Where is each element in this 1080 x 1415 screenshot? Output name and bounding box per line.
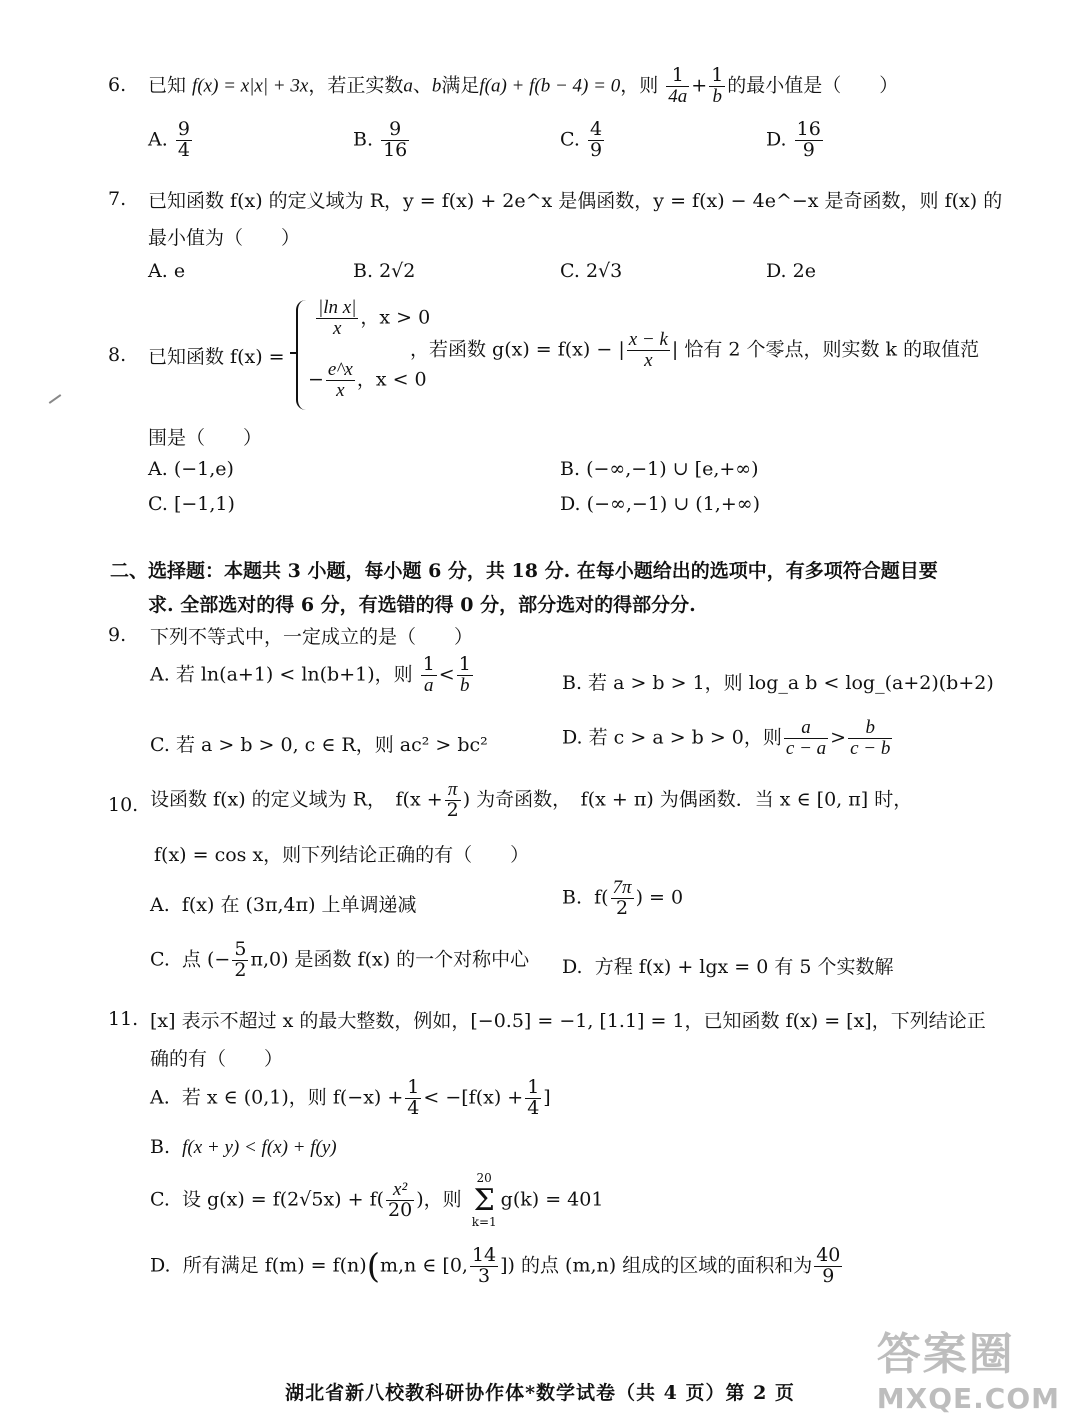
q9-stem: 下列不等式中，一定成立的是（ ）: [150, 626, 474, 648]
q10-stem-line1: 设函数 f(x) 的定义域为 R， f(x + $\frac{\pi}{2}$ ) 为奇函数， f(x + π) 为偶函数．当 x ∈ [0, π] 时，: [150, 779, 913, 821]
q10-stem-line2: f(x) = cos x，则下列结论正确的有（ ）: [154, 844, 530, 866]
q11-stem-line2: 确的有（ ）: [150, 1048, 284, 1070]
q6-option-d: D. $\frac{16}{9}$: [766, 118, 821, 161]
piecewise-brace: [296, 300, 308, 410]
q11-option-c: C. 设 g(x) = f(2√5x) + f( $\frac{\text{x²}}{20}$ )，则 20 Σ k=1 g(k) = 401: [150, 1171, 604, 1230]
q8-option-d: D. (−∞,−1) ∪ (1,+∞): [560, 493, 760, 515]
q8-stem-line2: 围是（ ）: [148, 427, 263, 449]
q11-stem-line1: [x] 表示不超过 x 的最大整数，例如，[−0.5] = −1, [1.1] = 1，已知函数 f(x) = [x]，下列结论正: [150, 1010, 986, 1032]
q6-option-c: C. $\frac{4}{9}$: [560, 118, 603, 161]
q6-number: 6.: [108, 74, 127, 96]
q10-option-b: B. f( $\frac{7\pi}{2}$ ) = 0: [562, 877, 684, 919]
q10-option-c: C. 点 (− $\frac{5}{2}$ π,0) 是函数 f(x) 的一个对称中心: [150, 938, 530, 981]
q8-option-c: C. [−1,1): [148, 493, 235, 515]
q6-stem: 已知 f(x) = x|x| + 3x，若正实数a、b满足f(a) + f(b − 4) = 0，则 $\frac{1}{4a}$ + $\frac{1}{b}$ 的最小值是（ ）: [148, 64, 899, 107]
q7-number: 7.: [108, 188, 127, 210]
q11-option-b: B. f(x + y) < f(x) + f(y): [150, 1136, 337, 1158]
q7-option-a: A. e: [148, 260, 186, 282]
q11-number: 11.: [108, 1008, 139, 1030]
q11-option-d: D. 所有满足 f(m) = f(n)(m,n ∈ [0, $\frac{14}{3}$ ]) 的点 (m,n) 组成的区域的面积和为 $\frac{40}{9}$: [150, 1244, 841, 1287]
q10-option-d: D. 方程 f(x) + lgx = 0 有 5 个实数解: [562, 956, 894, 978]
section-2-heading-line2: 求. 全部选对的得 6 分，有选错的得 0 分，部分选对的得部分分.: [148, 594, 696, 616]
q6-option-b: B. $\frac{9}{16}$: [353, 118, 408, 161]
q11-option-a: A. 若 x ∈ (0,1)，则 f(−x) + $\frac{1}{4}$ < −[f(x) + $\frac{1}{4}$ ]: [150, 1076, 551, 1119]
q9-option-a: A. 若 ln(a+1) < ln(b+1)，则 $\frac{1}{a}$ < $\frac{1}{b}$: [150, 653, 471, 696]
q8-lead: 已知函数 f(x) =: [148, 346, 285, 368]
q7-option-b: B. 2√2: [353, 260, 416, 282]
q8-number: 8.: [108, 344, 127, 366]
q10-number: 10.: [108, 794, 139, 816]
q7-stem-line2: 最小值为（ ）: [148, 227, 301, 249]
watermark-logo: 答案圈 MXQE.COM: [876, 1329, 1060, 1415]
q7-option-d: D. 2e: [766, 260, 816, 282]
page-footer: 湖北省新八校教科研协作体*数学试卷（共 4 页）第 2 页: [285, 1382, 795, 1404]
q9-number: 9.: [108, 624, 127, 646]
q6-option-a: A. $\frac{9}{4}$: [148, 118, 190, 161]
q8-option-b: B. (−∞,−1) ∪ [e,+∞): [560, 458, 759, 480]
q8-case2: − $\frac{e\^{}x}{x}$ ，x < 0: [308, 359, 427, 401]
pen-stroke-mark: [49, 394, 62, 404]
section-2-heading: 二、选择题：本题共 3 小题，每小题 6 分，共 18 分. 在每小题给出的选项中，有多项符合题目要: [110, 560, 938, 582]
q9-option-d: D. 若 c > a > b > 0，则 $\frac{a}{c - a}$ > $\frac{b}{c - b}$: [562, 717, 891, 759]
q10-option-a: A. f(x) 在 (3π,4π) 上单调递减: [150, 894, 417, 916]
q8-condition: ，若函数 g(x) = f(x) − | $\frac{x - k}{x}$ | 恰有 2 个零点，则实数 k 的取值范: [410, 329, 980, 371]
q8-option-a: A. (−1,e): [148, 458, 234, 480]
q7-stem-line1: 已知函数 f(x) 的定义域为 R，y = f(x) + 2e^x 是偶函数，y = f(x) − 4e^−x 是奇函数，则 f(x) 的: [148, 190, 1003, 212]
q7-option-c: C. 2√3: [560, 260, 623, 282]
q9-option-c: C. 若 a > b > 0, c ∈ R，则 ac² > bc²: [150, 734, 488, 756]
q9-option-b: B. 若 a > b > 1，则 log_a b < log_(a+2)(b+2): [562, 672, 994, 694]
q8-case1: $\frac{\text{|ln x|}}{x}$ ，x > 0: [318, 297, 431, 339]
